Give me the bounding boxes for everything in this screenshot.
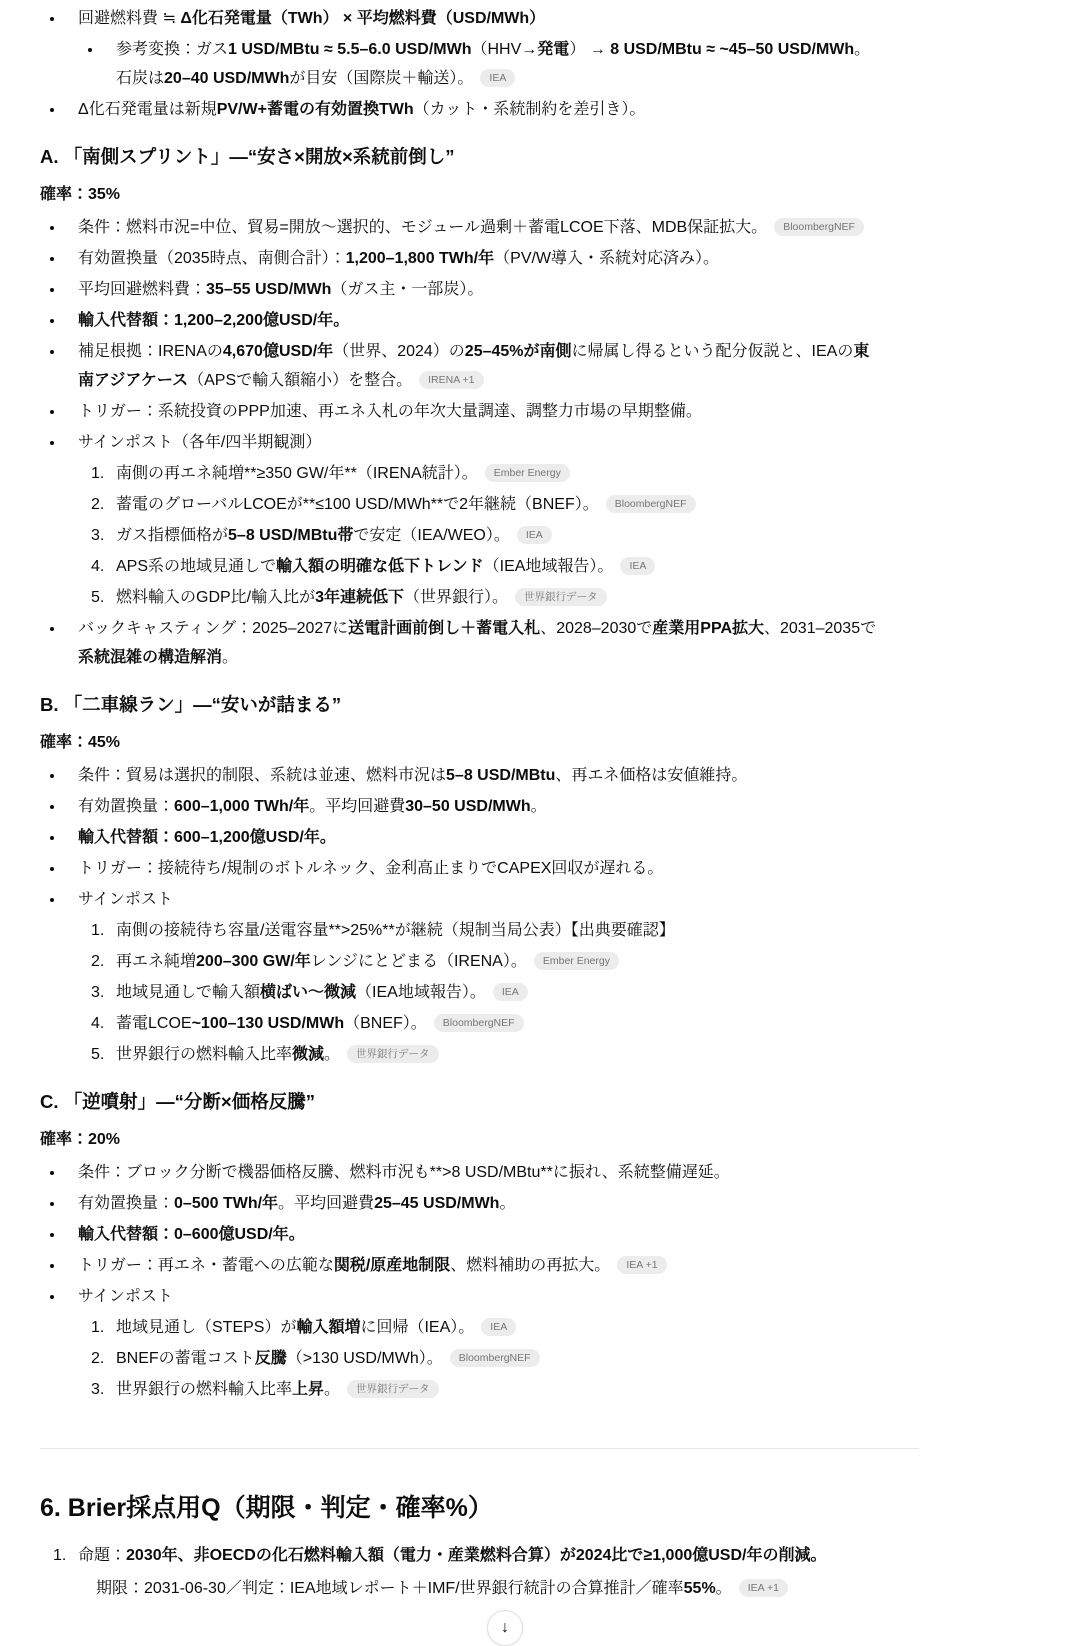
list-number: 2.: [91, 496, 105, 513]
bold-text-run: 産業用PPA拡大: [652, 620, 764, 637]
bullet-list-item: [40, 397, 885, 426]
bold-text-run: 35–55 USD/MWh: [206, 281, 332, 298]
text-run: サインポスト: [78, 1288, 173, 1305]
list-number: 5.: [91, 589, 105, 606]
text-run: で安定（IEA/WEO）。: [353, 527, 510, 544]
citation-badge[interactable]: BloombergNEF: [434, 1014, 524, 1032]
numbered-list-item: [78, 1344, 885, 1373]
text-run: が目安（国際炭＋輸送）。: [289, 70, 474, 87]
bullet-list-item: [40, 306, 885, 335]
text-run: トリガー：系統投資のPPP加速、再エネ入札の年次大量調達、調整力市場の早期整備。: [78, 403, 702, 420]
bullet-list-item: [40, 1158, 885, 1187]
bold-text-run: 25–45%が南側: [464, 343, 572, 360]
citation-badge[interactable]: IEA: [481, 1318, 516, 1336]
text-run: ） →: [569, 41, 611, 58]
text-run: 条件：ブロック分断で機器価格反騰、燃料市況も**>8 USD/MBtu**に振れ、系統整備遅延。: [78, 1164, 730, 1181]
text-run: 。: [530, 798, 547, 815]
text-run: 回避燃料費 ≒: [78, 10, 181, 27]
text-run: （>130 USD/MWh）。: [286, 1350, 443, 1367]
list-number: 4.: [91, 558, 105, 575]
text-run: 。: [324, 1381, 341, 1398]
text-run: 、再エネ価格は安値維持。: [555, 767, 748, 784]
text-run: トリガー：接続待ち/規制のボトルネック、金利高止まりでCAPEX回収が遅れる。: [78, 860, 664, 877]
text-run: （HHV→: [471, 41, 538, 58]
bold-text-run: 8 USD/MBtu ≈ ~45–50 USD/MWh: [610, 41, 855, 58]
bullet-list-item: [40, 95, 885, 124]
bullet-list-item: [40, 823, 885, 852]
bullet-list-item: [40, 761, 885, 790]
scenario-a-section: [40, 144, 885, 672]
bold-text-run: 200–300 GW/年: [196, 953, 311, 970]
citation-badge[interactable]: BloombergNEF: [606, 495, 696, 513]
list-number: 3.: [91, 527, 105, 544]
numbered-list-item: [78, 490, 885, 519]
text-run: 。: [715, 1580, 732, 1597]
citation-badge[interactable]: IEA: [517, 526, 552, 544]
numbered-list-item: [40, 1541, 885, 1603]
bold-text-run: 系統混雑の構造解消: [78, 649, 223, 666]
citation-badge[interactable]: Ember Energy: [485, 464, 570, 482]
text-run: 。: [222, 649, 239, 666]
citation-badge[interactable]: 世界銀行データ: [347, 1045, 439, 1063]
bold-text-run: 反騰: [254, 1350, 287, 1367]
continuation-line: [96, 1574, 885, 1603]
bullet-list-item: [40, 428, 885, 612]
text-run: に帰属し得るという配分仮説と、IEAの: [571, 343, 854, 360]
text-run: 、2031–2035で: [764, 620, 877, 637]
scenario-c-heading: C. 「逆噴射」—“分断×価格反騰”: [40, 1091, 315, 1112]
text-run: 、2028–2030で: [540, 620, 653, 637]
citation-badge[interactable]: IEA: [493, 983, 528, 1001]
numbered-list-item: [78, 947, 885, 976]
scenario-b-heading: B. 「二車線ラン」—“安いが詰まる”: [40, 694, 342, 715]
bullet-list-item: [40, 213, 885, 242]
text-run: サインポスト: [78, 891, 173, 908]
text-run: 。: [499, 1195, 516, 1212]
bold-text-run: 3年連続低下: [315, 589, 405, 606]
numbered-list-item: [78, 1313, 885, 1342]
signpost-numbered-list: [78, 1313, 885, 1404]
list-number: 5.: [91, 1046, 105, 1063]
numbered-list-item: [78, 916, 885, 945]
list-number: 1.: [53, 1547, 67, 1564]
section-divider: [40, 1448, 919, 1449]
text-run: 燃料輸入のGDP比/輸入比が: [116, 589, 316, 606]
text-run: レンジにとどまる（IRENA）。: [310, 953, 527, 970]
citation-badge[interactable]: IRENA +1: [419, 371, 483, 389]
brier-list: [40, 1541, 885, 1603]
arrow-down-icon: ↓: [501, 1619, 509, 1636]
text-run: Δ化石発電量は新規: [78, 101, 217, 118]
text-run: に回帰（IEA）。: [360, 1319, 475, 1336]
bold-text-run: 1,200–1,800 TWh/年: [345, 250, 495, 267]
bold-text-run: 横ばい～微減: [260, 984, 357, 1001]
list-number: 1.: [91, 465, 105, 482]
bullet-list-item: [40, 885, 885, 1069]
bullet-list-item: [40, 854, 885, 883]
chat-message-content: [40, 4, 885, 1605]
bold-text-run: 輸入額増: [296, 1319, 361, 1336]
text-run: 南側の接続待ち容量/送電容量**>25%**が継続（規制当局公表）【出典要確認】: [116, 922, 675, 939]
numbered-list-item: [78, 978, 885, 1007]
bold-text-run: 5–8 USD/MBtu帯: [228, 527, 354, 544]
bullet-list-item: [40, 792, 885, 821]
list-number: 4.: [91, 1015, 105, 1032]
citation-badge[interactable]: Ember Energy: [534, 952, 619, 970]
text-run: 参考変換：ガス: [116, 41, 229, 58]
scenario-c-section: [40, 1089, 885, 1404]
text-run: 蓄電LCOE: [116, 1015, 192, 1032]
scenario-b-probability: 確率：45%: [40, 734, 121, 751]
text-run: 蓄電のグローバルLCOEが**≤100 USD/MWh**で2年継続（BNEF）。: [116, 496, 599, 513]
numbered-list-item: [78, 583, 885, 612]
text-run: （BNEF）。: [344, 1015, 427, 1032]
text-run: 南側の再エネ純増**≥350 GW/年**（IRENA統計）。: [116, 465, 478, 482]
text-run: 補足根拠：IRENAの: [78, 343, 223, 360]
bullet-list-item: [40, 337, 885, 395]
citation-badge[interactable]: BloombergNEF: [774, 218, 864, 236]
scenario-a-probability: 確率：35%: [40, 186, 121, 203]
bold-text-run: 輸入代替額：1,200–2,200億USD/年。: [78, 312, 350, 329]
list-number: 1.: [91, 1319, 105, 1336]
text-run: （IEA地域報告）。: [356, 984, 486, 1001]
bold-text-run: 東南アジアケース: [78, 343, 870, 389]
text-run: 。石炭は: [116, 41, 871, 87]
scenario-a-list: [40, 213, 885, 672]
brier-section: [40, 1491, 885, 1603]
text-run: 世界銀行の燃料輸入比率: [116, 1046, 293, 1063]
citation-badge[interactable]: 世界銀行データ: [515, 588, 607, 606]
numbered-list-item: [78, 552, 885, 581]
bold-text-run: Δ化石発電量（TWh） × 平均燃料費（USD/MWh）: [180, 10, 546, 27]
bold-text-run: 2030年、非OECDの化石燃料輸入額（電力・産業燃料合算）が2024比で≥1,000億USD/年の削減。: [126, 1547, 827, 1564]
list-number: 3.: [91, 1381, 105, 1398]
bold-text-run: PV/W+蓄電の有効置換TWh: [216, 101, 414, 118]
text-run: 期限：2031-06-30／判定：IEA地域レポート＋IMF/世界銀行統計の合算推計／確率: [96, 1580, 684, 1597]
scenario-a-heading: A. 「南側スプリント」—“安さ×開放×系統前倒し”: [40, 146, 455, 167]
numbered-list-item: [78, 1040, 885, 1069]
brier-heading: 6. Brier採点用Q（期限・判定・確率%）: [40, 1494, 493, 1522]
bullet-list-item: [40, 1189, 885, 1218]
numbered-list-item: [78, 459, 885, 488]
numbered-list-item: [78, 521, 885, 550]
text-run: 。平均回避費: [309, 798, 406, 815]
text-run: （世界銀行）。: [404, 589, 509, 606]
bold-text-run: 微減: [292, 1046, 325, 1063]
bullet-list-item: [78, 35, 885, 93]
text-run: 世界銀行の燃料輸入比率: [116, 1381, 293, 1398]
citation-badge[interactable]: IEA: [620, 557, 655, 575]
text-run: （ガス主・一部炭）。: [331, 281, 484, 298]
scenario-c-list: [40, 1158, 885, 1404]
text-run: バックキャスティング：2025–2027に: [78, 620, 349, 637]
bold-text-run: ~100–130 USD/MWh: [191, 1015, 345, 1032]
scenario-b-section: [40, 692, 885, 1069]
text-run: 平均回避燃料費：: [78, 281, 207, 298]
list-number: 3.: [91, 984, 105, 1001]
bullet-list-item: [40, 614, 885, 672]
text-run: 。平均回避費: [278, 1195, 375, 1212]
bold-text-run: 輸入代替額：600–1,200億USD/年。: [78, 829, 336, 846]
list-number: 2.: [91, 1350, 105, 1367]
text-run: 有効置換量：: [78, 798, 175, 815]
text-run: 有効置換量（2035時点、南側合計）：: [78, 250, 346, 267]
scenario-b-list: [40, 761, 885, 1069]
bold-text-run: 55%: [683, 1580, 716, 1597]
bold-text-run: 4,670億USD/年: [222, 343, 334, 360]
text-run: 条件：燃料市況=中位、貿易=開放～選択的、モジュール過剰＋蓄電LCOE下落、MDB保証拡大。: [78, 219, 768, 236]
text-run: 再エネ純増: [116, 953, 197, 970]
list-number: 1.: [91, 922, 105, 939]
nested-bullet-list: [78, 35, 885, 93]
signpost-numbered-list: [78, 916, 885, 1069]
text-run: 地域見通し（STEPS）が: [116, 1319, 297, 1336]
numbered-list-item: [78, 1375, 885, 1404]
list-number: 2.: [91, 953, 105, 970]
bullet-list-item: [40, 1220, 885, 1249]
scenario-c-probability: 確率：20%: [40, 1131, 121, 1148]
text-run: BNEFの蓄電コスト: [116, 1350, 255, 1367]
bold-text-run: 関税/原産地制限: [333, 1257, 451, 1274]
bold-text-run: 輸入代替額：0–600億USD/年。: [78, 1226, 305, 1243]
text-run: （世界、2024）の: [333, 343, 465, 360]
bold-text-run: 25–45 USD/MWh: [374, 1195, 500, 1212]
scroll-to-bottom-button[interactable]: [487, 1610, 523, 1646]
bold-text-run: 輸入額の明確な低下トレンド: [276, 558, 484, 575]
text-run: ガス指標価格が: [116, 527, 229, 544]
bold-text-run: 5–8 USD/MBtu: [446, 767, 556, 784]
text-run: （IEA地域報告）。: [483, 558, 614, 575]
text-run: 地域見通しで輸入額: [116, 984, 261, 1001]
bold-text-run: 600–1,000 TWh/年: [174, 798, 310, 815]
text-run: 命題：: [78, 1547, 127, 1564]
text-run: （APSで輸入額縮小）を整合。: [188, 372, 413, 389]
bold-text-run: 送電計画前倒し＋蓄電入札: [348, 620, 541, 637]
citation-badge[interactable]: 世界銀行データ: [347, 1380, 439, 1398]
citation-badge[interactable]: IEA: [480, 69, 515, 87]
text-run: サインポスト（各年/四半期観測）: [78, 434, 322, 451]
text-run: トリガー：再エネ・蓄電への広範な: [78, 1257, 334, 1274]
bold-text-run: 発電: [537, 41, 570, 58]
citation-badge[interactable]: IEA +1: [617, 1256, 666, 1274]
signpost-numbered-list: [78, 459, 885, 612]
bold-text-run: 0–500 TWh/年: [174, 1195, 279, 1212]
bullet-list-item: [40, 1251, 885, 1280]
numbered-list-item: [78, 1009, 885, 1038]
text-run: 有効置換量：: [78, 1195, 175, 1212]
bold-text-run: 30–50 USD/MWh: [405, 798, 531, 815]
text-run: 条件：貿易は選択的制限、系統は並速、燃料市況は: [78, 767, 447, 784]
bullet-list-item: [40, 1282, 885, 1404]
citation-badge[interactable]: IEA +1: [739, 1579, 788, 1597]
bold-text-run: 上昇: [292, 1381, 325, 1398]
bullet-list-item: [40, 244, 885, 273]
intro-list: [40, 4, 885, 124]
text-run: （PV/W導入・系統対応済み）。: [494, 250, 720, 267]
bullet-list-item: [40, 4, 885, 93]
bold-text-run: 20–40 USD/MWh: [164, 70, 290, 87]
text-run: APS系の地域見通しで: [116, 558, 277, 575]
text-run: 、燃料補助の再拡大。: [450, 1257, 611, 1274]
text-run: 。: [324, 1046, 341, 1063]
text-run: （カット・系統制約を差引き）。: [413, 101, 646, 118]
bold-text-run: 1 USD/MBtu ≈ 5.5–6.0 USD/MWh: [228, 41, 472, 58]
citation-badge[interactable]: BloombergNEF: [450, 1349, 540, 1367]
bullet-list-item: [40, 275, 885, 304]
